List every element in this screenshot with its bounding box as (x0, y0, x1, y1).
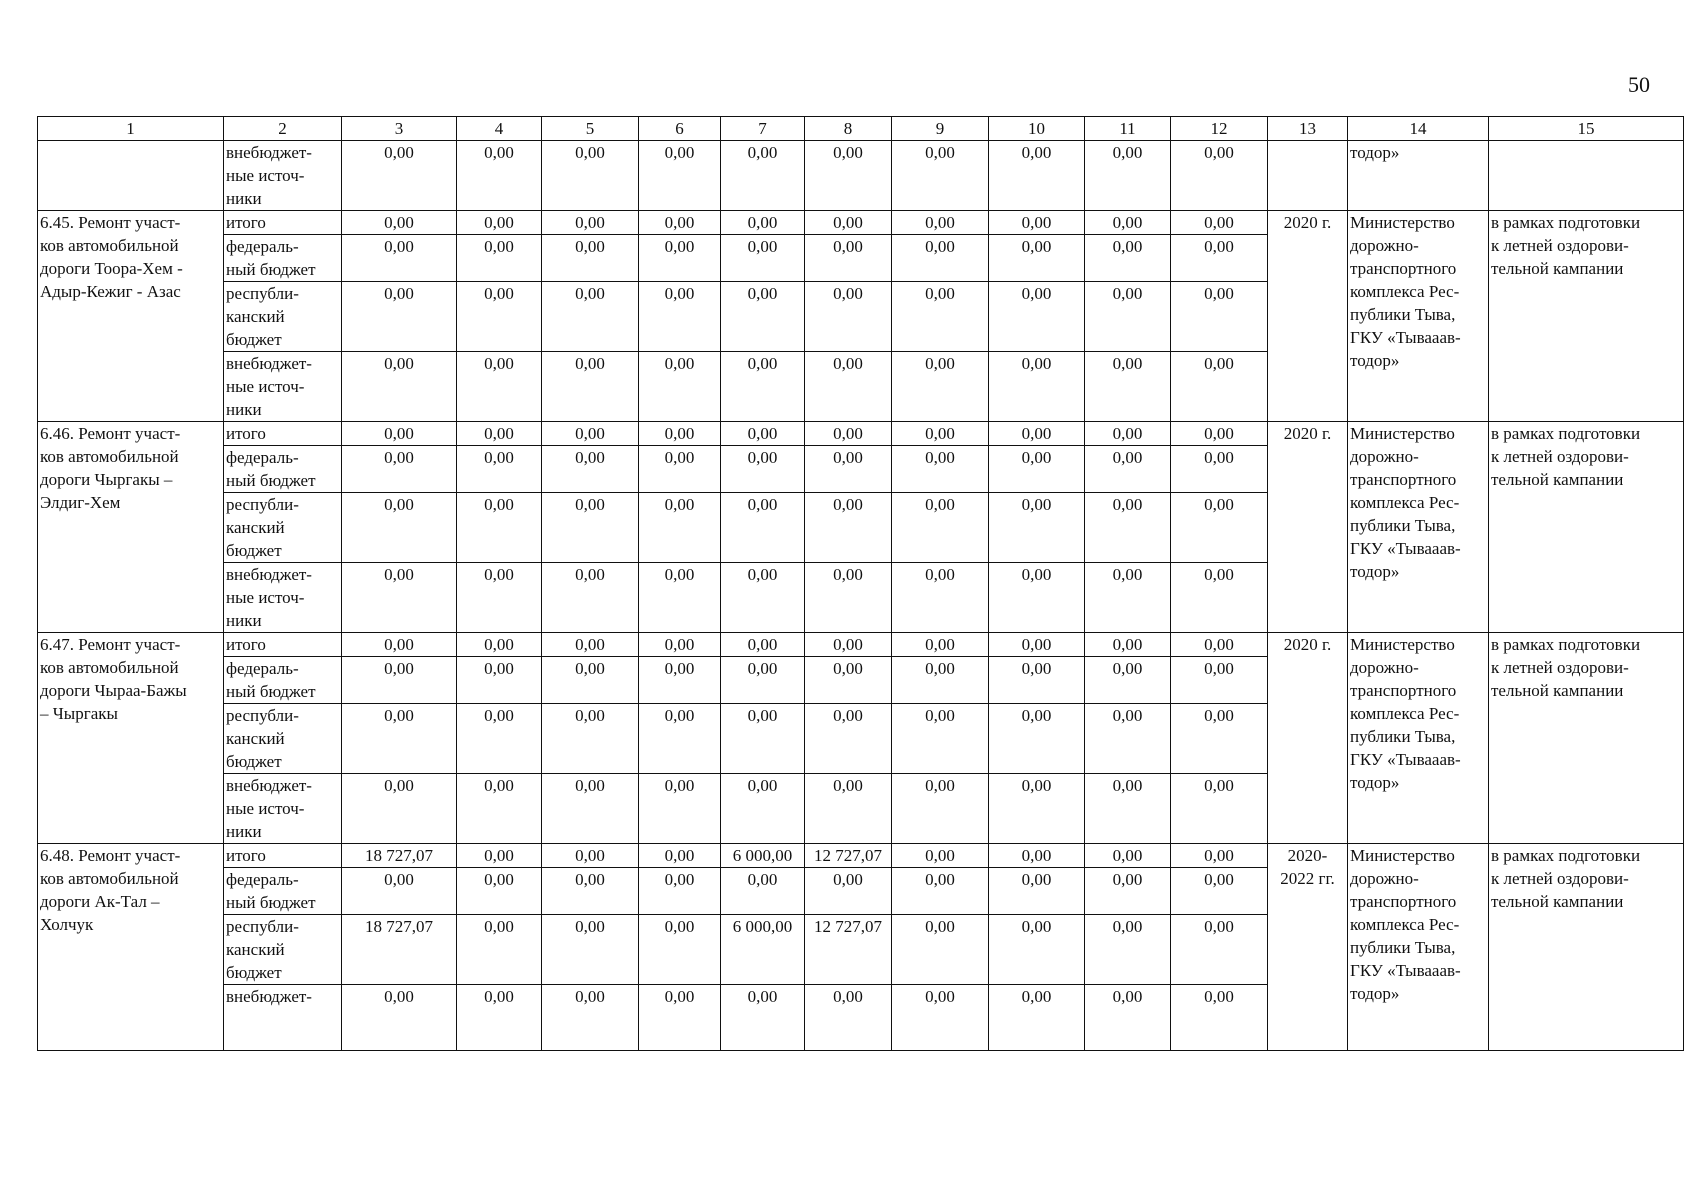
amount-cell: 0,00 (542, 235, 639, 282)
column-number-header: 2 (224, 117, 342, 141)
amount-cell: 0,00 (342, 493, 457, 563)
amount-cell: 0,00 (1171, 446, 1268, 493)
amount-cell: 0,00 (342, 774, 457, 844)
funding-source-cell: федераль- ный бюджет (224, 868, 342, 915)
amount-cell: 0,00 (1171, 282, 1268, 352)
amount-cell: 0,00 (989, 704, 1085, 774)
column-number-header: 4 (457, 117, 542, 141)
measure-name-cell: 6.45. Ремонт участ- ков автомобильной дороги Тоора-Хем - Адыр-Кежиг - Азас (38, 211, 224, 422)
note-cell: в рамках подготовки к летней оздорови- тельной кампании (1489, 633, 1684, 844)
amount-cell: 0,00 (805, 657, 892, 704)
funding-source-cell: итого (224, 422, 342, 446)
amount-cell: 0,00 (805, 235, 892, 282)
amount-cell: 0,00 (639, 493, 721, 563)
amount-cell: 0,00 (721, 633, 805, 657)
measure-name-cell: 6.47. Ремонт участ- ков автомобильной дороги Чыраа-Бажы – Чыргакы (38, 633, 224, 844)
amount-cell: 0,00 (989, 844, 1085, 868)
amount-cell: 0,00 (457, 235, 542, 282)
measure-name-cell: 6.48. Ремонт участ- ков автомобильной дороги Ак-Тал – Холчук (38, 844, 224, 1051)
amount-cell: 0,00 (1085, 633, 1171, 657)
amount-cell: 0,00 (989, 563, 1085, 633)
amount-cell: 0,00 (892, 446, 989, 493)
amount-cell: 0,00 (542, 446, 639, 493)
amount-cell: 0,00 (542, 844, 639, 868)
amount-cell: 0,00 (457, 844, 542, 868)
amount-cell: 0,00 (892, 235, 989, 282)
amount-cell: 0,00 (542, 493, 639, 563)
amount-cell: 0,00 (989, 915, 1085, 985)
funding-source-cell: внебюджет- (224, 985, 342, 1051)
year-cell (1268, 141, 1348, 211)
budget-table (37, 116, 1684, 1051)
amount-cell: 0,00 (989, 211, 1085, 235)
amount-cell: 12 727,07 (805, 915, 892, 985)
amount-cell: 0,00 (721, 211, 805, 235)
amount-cell: 0,00 (639, 282, 721, 352)
funding-source-cell: федераль- ный бюджет (224, 657, 342, 704)
amount-cell: 0,00 (1085, 704, 1171, 774)
funding-source-cell: внебюджет- ные источ- ники (224, 774, 342, 844)
executor-cell: Министерство дорожно- транспортного комплекса Рес- публики Тыва, ГКУ «Тывааав- тодор» (1348, 844, 1489, 1051)
amount-cell: 0,00 (639, 141, 721, 211)
executor-cell: Министерство дорожно- транспортного комплекса Рес- публики Тыва, ГКУ «Тывааав- тодор» (1348, 211, 1489, 422)
amount-cell: 0,00 (342, 352, 457, 422)
amount-cell: 0,00 (1085, 915, 1171, 985)
funding-source-cell: республи- канский бюджет (224, 704, 342, 774)
amount-cell: 0,00 (457, 868, 542, 915)
amount-cell: 0,00 (989, 235, 1085, 282)
amount-cell: 0,00 (342, 211, 457, 235)
amount-cell: 0,00 (721, 774, 805, 844)
amount-cell: 0,00 (892, 844, 989, 868)
amount-cell: 0,00 (805, 704, 892, 774)
amount-cell: 0,00 (342, 141, 457, 211)
amount-cell: 0,00 (457, 141, 542, 211)
amount-cell: 0,00 (892, 868, 989, 915)
amount-cell: 0,00 (892, 657, 989, 704)
amount-cell: 0,00 (639, 235, 721, 282)
amount-cell: 0,00 (639, 211, 721, 235)
amount-cell: 0,00 (639, 704, 721, 774)
amount-cell: 0,00 (989, 352, 1085, 422)
column-number-header: 1 (38, 117, 224, 141)
amount-cell: 0,00 (805, 422, 892, 446)
amount-cell: 0,00 (1085, 774, 1171, 844)
amount-cell: 0,00 (989, 282, 1085, 352)
amount-cell: 0,00 (457, 774, 542, 844)
amount-cell: 0,00 (1171, 563, 1268, 633)
column-number-header: 7 (721, 117, 805, 141)
amount-cell: 0,00 (542, 985, 639, 1051)
amount-cell: 0,00 (989, 868, 1085, 915)
amount-cell: 0,00 (639, 774, 721, 844)
amount-cell: 0,00 (721, 493, 805, 563)
amount-cell: 0,00 (721, 282, 805, 352)
amount-cell: 0,00 (892, 493, 989, 563)
amount-cell: 0,00 (805, 493, 892, 563)
amount-cell: 0,00 (542, 282, 639, 352)
amount-cell: 0,00 (1171, 985, 1268, 1051)
amount-cell: 0,00 (989, 446, 1085, 493)
amount-cell: 0,00 (805, 352, 892, 422)
amount-cell: 0,00 (892, 563, 989, 633)
amount-cell: 0,00 (721, 352, 805, 422)
amount-cell: 0,00 (989, 422, 1085, 446)
amount-cell: 0,00 (892, 282, 989, 352)
amount-cell: 0,00 (1171, 915, 1268, 985)
amount-cell: 6 000,00 (721, 915, 805, 985)
funding-source-cell: внебюджет- ные источ- ники (224, 563, 342, 633)
amount-cell: 0,00 (892, 141, 989, 211)
amount-cell: 0,00 (1085, 352, 1171, 422)
amount-cell: 0,00 (639, 844, 721, 868)
amount-cell: 0,00 (542, 352, 639, 422)
funding-source-cell: республи- канский бюджет (224, 493, 342, 563)
column-number-row (38, 117, 1684, 141)
measure-name-cell: 6.46. Ремонт участ- ков автомобильной дороги Чыргакы – Элдиг-Хем (38, 422, 224, 633)
amount-cell: 0,00 (457, 633, 542, 657)
amount-cell: 0,00 (342, 235, 457, 282)
column-number-header: 3 (342, 117, 457, 141)
amount-cell: 0,00 (457, 985, 542, 1051)
amount-cell: 0,00 (542, 141, 639, 211)
amount-cell: 0,00 (721, 141, 805, 211)
amount-cell: 0,00 (892, 211, 989, 235)
table-row (38, 141, 1684, 211)
amount-cell: 0,00 (892, 352, 989, 422)
amount-cell: 0,00 (342, 985, 457, 1051)
amount-cell: 0,00 (1171, 235, 1268, 282)
amount-cell: 0,00 (1085, 446, 1171, 493)
amount-cell: 0,00 (892, 704, 989, 774)
amount-cell: 0,00 (342, 563, 457, 633)
column-number-header: 9 (892, 117, 989, 141)
amount-cell: 0,00 (1085, 868, 1171, 915)
amount-cell: 0,00 (1171, 774, 1268, 844)
amount-cell: 0,00 (542, 563, 639, 633)
amount-cell: 0,00 (1085, 985, 1171, 1051)
amount-cell: 0,00 (1171, 422, 1268, 446)
amount-cell: 0,00 (1171, 844, 1268, 868)
amount-cell: 0,00 (457, 704, 542, 774)
amount-cell: 0,00 (989, 657, 1085, 704)
column-number-header: 6 (639, 117, 721, 141)
note-cell: в рамках подготовки к летней оздорови- тельной кампании (1489, 844, 1684, 1051)
amount-cell: 0,00 (1171, 493, 1268, 563)
funding-source-cell: внебюджет- ные источ- ники (224, 141, 342, 211)
amount-cell: 0,00 (639, 868, 721, 915)
column-number-header: 5 (542, 117, 639, 141)
note-cell (1489, 141, 1684, 211)
amount-cell: 12 727,07 (805, 844, 892, 868)
amount-cell: 0,00 (639, 657, 721, 704)
column-number-header: 15 (1489, 117, 1684, 141)
amount-cell: 0,00 (639, 633, 721, 657)
amount-cell: 0,00 (805, 985, 892, 1051)
amount-cell: 0,00 (805, 446, 892, 493)
amount-cell: 0,00 (989, 633, 1085, 657)
amount-cell: 0,00 (892, 985, 989, 1051)
amount-cell: 0,00 (805, 774, 892, 844)
amount-cell: 0,00 (892, 422, 989, 446)
amount-cell: 0,00 (805, 282, 892, 352)
amount-cell: 0,00 (1085, 657, 1171, 704)
amount-cell: 0,00 (721, 657, 805, 704)
amount-cell: 0,00 (1171, 633, 1268, 657)
column-number-header: 11 (1085, 117, 1171, 141)
amount-cell: 0,00 (342, 657, 457, 704)
amount-cell: 0,00 (457, 446, 542, 493)
amount-cell: 0,00 (639, 985, 721, 1051)
amount-cell: 0,00 (542, 868, 639, 915)
amount-cell: 0,00 (1085, 493, 1171, 563)
amount-cell: 0,00 (639, 563, 721, 633)
year-cell: 2020 г. (1268, 633, 1348, 844)
funding-source-cell: итого (224, 633, 342, 657)
amount-cell: 0,00 (805, 563, 892, 633)
funding-source-cell: итого (224, 211, 342, 235)
year-cell: 2020 г. (1268, 211, 1348, 422)
amount-cell: 0,00 (457, 211, 542, 235)
amount-cell: 0,00 (721, 868, 805, 915)
executor-cell: Министерство дорожно- транспортного комплекса Рес- публики Тыва, ГКУ «Тывааав- тодор» (1348, 422, 1489, 633)
amount-cell: 0,00 (805, 633, 892, 657)
amount-cell: 0,00 (1171, 141, 1268, 211)
amount-cell: 0,00 (1085, 844, 1171, 868)
measure-name-cell (38, 141, 224, 211)
amount-cell: 0,00 (805, 141, 892, 211)
column-number-header: 10 (989, 117, 1085, 141)
amount-cell: 0,00 (989, 141, 1085, 211)
funding-source-cell: федераль- ный бюджет (224, 235, 342, 282)
table-row (38, 844, 1684, 868)
amount-cell: 0,00 (1171, 352, 1268, 422)
funding-source-cell: внебюджет- ные источ- ники (224, 352, 342, 422)
amount-cell: 0,00 (989, 774, 1085, 844)
amount-cell: 0,00 (542, 422, 639, 446)
amount-cell: 0,00 (342, 446, 457, 493)
column-number-header: 14 (1348, 117, 1489, 141)
amount-cell: 0,00 (1085, 141, 1171, 211)
amount-cell: 0,00 (721, 704, 805, 774)
funding-source-cell: республи- канский бюджет (224, 915, 342, 985)
amount-cell: 0,00 (721, 235, 805, 282)
note-cell: в рамках подготовки к летней оздорови- тельной кампании (1489, 422, 1684, 633)
note-cell: в рамках подготовки к летней оздорови- тельной кампании (1489, 211, 1684, 422)
funding-source-cell: республи- канский бюджет (224, 282, 342, 352)
amount-cell: 0,00 (542, 211, 639, 235)
amount-cell: 0,00 (639, 352, 721, 422)
amount-cell: 0,00 (457, 657, 542, 704)
amount-cell: 0,00 (1085, 563, 1171, 633)
amount-cell: 0,00 (805, 868, 892, 915)
amount-cell: 0,00 (892, 774, 989, 844)
executor-cell: тодор» (1348, 141, 1489, 211)
amount-cell: 0,00 (457, 563, 542, 633)
amount-cell: 0,00 (457, 493, 542, 563)
amount-cell: 0,00 (1171, 657, 1268, 704)
funding-source-cell: итого (224, 844, 342, 868)
table-row (38, 633, 1684, 657)
column-number-header: 13 (1268, 117, 1348, 141)
year-cell: 2020 г. (1268, 422, 1348, 633)
amount-cell: 0,00 (805, 211, 892, 235)
amount-cell: 0,00 (457, 915, 542, 985)
amount-cell: 0,00 (1085, 211, 1171, 235)
table-body (38, 141, 1684, 1051)
amount-cell: 0,00 (989, 985, 1085, 1051)
amount-cell: 0,00 (721, 985, 805, 1051)
amount-cell: 0,00 (457, 422, 542, 446)
amount-cell: 18 727,07 (342, 915, 457, 985)
column-number-header: 8 (805, 117, 892, 141)
amount-cell: 0,00 (342, 633, 457, 657)
amount-cell: 0,00 (457, 352, 542, 422)
amount-cell: 0,00 (892, 915, 989, 985)
executor-cell: Министерство дорожно- транспортного комплекса Рес- публики Тыва, ГКУ «Тывааав- тодор» (1348, 633, 1489, 844)
amount-cell: 0,00 (639, 915, 721, 985)
page-number: 50 (1628, 72, 1650, 97)
amount-cell: 0,00 (721, 446, 805, 493)
amount-cell: 0,00 (342, 282, 457, 352)
table-row (38, 211, 1684, 235)
amount-cell: 0,00 (342, 868, 457, 915)
funding-source-cell: федераль- ный бюджет (224, 446, 342, 493)
amount-cell: 0,00 (342, 704, 457, 774)
amount-cell: 0,00 (639, 446, 721, 493)
amount-cell: 0,00 (457, 282, 542, 352)
amount-cell: 0,00 (639, 422, 721, 446)
amount-cell: 0,00 (542, 704, 639, 774)
amount-cell: 0,00 (1085, 422, 1171, 446)
amount-cell: 0,00 (1171, 868, 1268, 915)
amount-cell: 0,00 (542, 633, 639, 657)
amount-cell: 0,00 (892, 633, 989, 657)
amount-cell: 0,00 (342, 422, 457, 446)
amount-cell: 0,00 (1171, 704, 1268, 774)
amount-cell: 0,00 (989, 493, 1085, 563)
amount-cell: 0,00 (721, 563, 805, 633)
amount-cell: 18 727,07 (342, 844, 457, 868)
amount-cell: 0,00 (1085, 282, 1171, 352)
amount-cell: 0,00 (542, 774, 639, 844)
year-cell: 2020- 2022 гг. (1268, 844, 1348, 1051)
amount-cell: 0,00 (542, 915, 639, 985)
table-row (38, 422, 1684, 446)
amount-cell: 0,00 (721, 422, 805, 446)
amount-cell: 0,00 (542, 657, 639, 704)
amount-cell: 0,00 (1085, 235, 1171, 282)
amount-cell: 6 000,00 (721, 844, 805, 868)
amount-cell: 0,00 (1171, 211, 1268, 235)
column-number-header: 12 (1171, 117, 1268, 141)
